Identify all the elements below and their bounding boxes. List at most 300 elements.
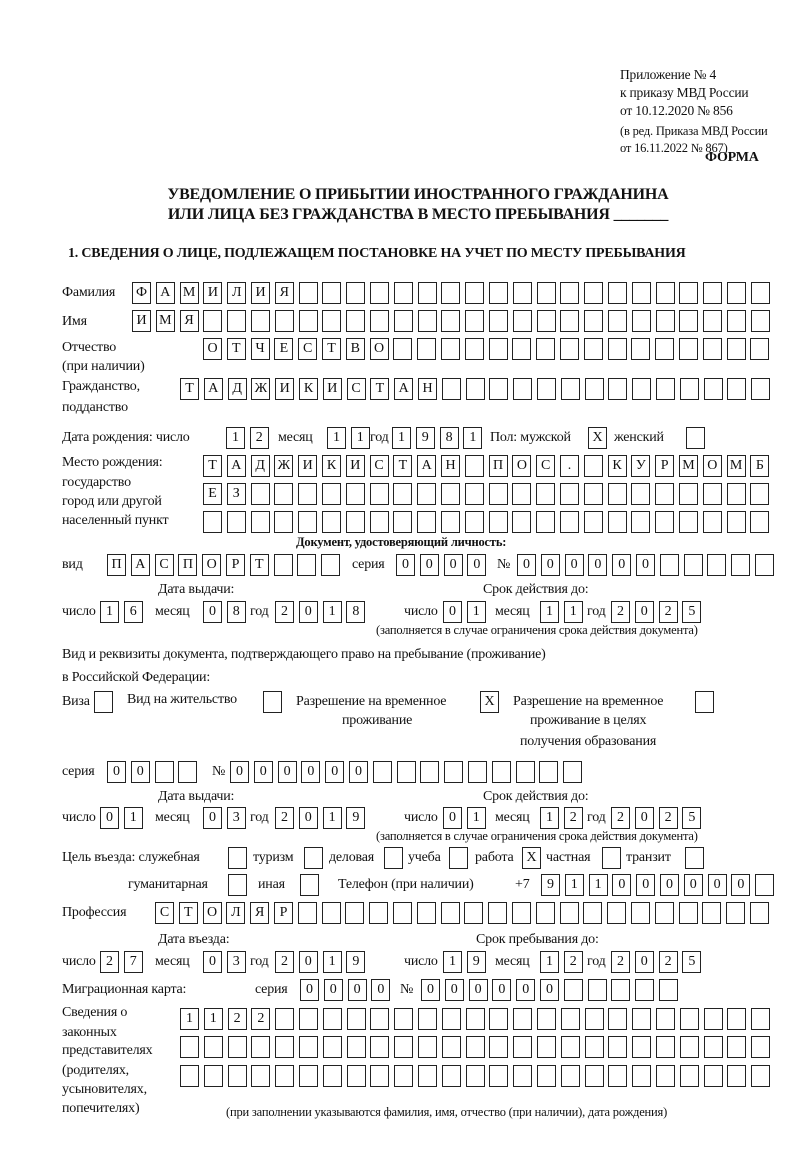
surname-cell[interactable]: [322, 282, 341, 304]
stay-number-cell[interactable]: 0: [325, 761, 344, 783]
surname-cell[interactable]: [441, 282, 460, 304]
name-cell[interactable]: [418, 310, 437, 332]
p-humanitarian-checkbox[interactable]: [228, 874, 247, 896]
surname-cell[interactable]: А: [156, 282, 175, 304]
id-kind-cell[interactable]: [274, 554, 293, 576]
id-number-cell[interactable]: 0: [517, 554, 536, 576]
reps-3-cell[interactable]: [394, 1065, 413, 1087]
profession-cell[interactable]: [298, 902, 317, 924]
citizenship-cell[interactable]: С: [347, 378, 366, 400]
reps-1-cell[interactable]: [489, 1008, 508, 1030]
surname-cell[interactable]: [537, 282, 556, 304]
stay-series-cell[interactable]: 0: [131, 761, 150, 783]
birth-place-1-cell[interactable]: Ж: [274, 455, 293, 477]
id-number-cell[interactable]: 0: [541, 554, 560, 576]
temp-edu-checkbox[interactable]: [695, 691, 714, 713]
profession-cell[interactable]: Я: [250, 902, 269, 924]
birth-place-3-cell[interactable]: [560, 511, 579, 533]
birth-place-1-cell[interactable]: М: [727, 455, 746, 477]
reps-3-cell[interactable]: [299, 1065, 318, 1087]
reps-2-cell[interactable]: [228, 1036, 247, 1058]
id-issue-month-cell[interactable]: 0: [203, 601, 222, 623]
reps-3-cell[interactable]: [275, 1065, 294, 1087]
reps-3-cell[interactable]: [466, 1065, 485, 1087]
patronymic-cell[interactable]: [560, 338, 579, 360]
reps-3-cell[interactable]: [537, 1065, 556, 1087]
phone-cell[interactable]: 0: [684, 874, 703, 896]
phone-cell[interactable]: 0: [708, 874, 727, 896]
mc-number-cell[interactable]: 0: [540, 979, 559, 1001]
stay-issue-month-cell[interactable]: 3: [227, 807, 246, 829]
reps-1-cell[interactable]: [608, 1008, 627, 1030]
until-day-cell[interactable]: 9: [467, 951, 486, 973]
patronymic-cell[interactable]: [584, 338, 603, 360]
patronymic-cell[interactable]: О: [370, 338, 389, 360]
name-cell[interactable]: [560, 310, 579, 332]
birth-place-2-cell[interactable]: [679, 483, 698, 505]
reps-3-cell[interactable]: [656, 1065, 675, 1087]
stay-issue-day-cell[interactable]: 0: [100, 807, 119, 829]
patronymic-cell[interactable]: [441, 338, 460, 360]
birth-place-1-cell[interactable]: Н: [441, 455, 460, 477]
reps-1-cell[interactable]: [656, 1008, 675, 1030]
surname-cell[interactable]: [703, 282, 722, 304]
id-issue-year-cell[interactable]: 1: [323, 601, 342, 623]
birth-place-2-cell[interactable]: [750, 483, 769, 505]
id-kind-cell[interactable]: П: [178, 554, 197, 576]
reps-1-cell[interactable]: [418, 1008, 437, 1030]
mc-number-cell[interactable]: [659, 979, 678, 1001]
citizenship-cell[interactable]: Н: [418, 378, 437, 400]
birth-place-1-cell[interactable]: И: [346, 455, 365, 477]
id-valid-year-cell[interactable]: 5: [682, 601, 701, 623]
profession-cell[interactable]: [679, 902, 698, 924]
until-month-cell[interactable]: 2: [564, 951, 583, 973]
name-cell[interactable]: [370, 310, 389, 332]
birth-place-1-cell[interactable]: А: [227, 455, 246, 477]
entry-month-cell[interactable]: 3: [227, 951, 246, 973]
reps-1-cell[interactable]: [347, 1008, 366, 1030]
birth-month-cell[interactable]: 1: [327, 427, 346, 449]
birth-place-3-cell[interactable]: [274, 511, 293, 533]
reps-1-cell[interactable]: [370, 1008, 389, 1030]
birth-place-1-cell[interactable]: Р: [655, 455, 674, 477]
surname-cell[interactable]: И: [251, 282, 270, 304]
p-transit-checkbox[interactable]: [685, 847, 704, 869]
birth-day-cell[interactable]: 1: [226, 427, 245, 449]
p-service-checkbox[interactable]: [228, 847, 247, 869]
id-number-cell[interactable]: 0: [636, 554, 655, 576]
profession-cell[interactable]: [607, 902, 626, 924]
patronymic-cell[interactable]: [679, 338, 698, 360]
id-valid-day-cell[interactable]: 1: [467, 601, 486, 623]
temp-residence-checkbox[interactable]: X: [480, 691, 499, 713]
mc-series-cell[interactable]: 0: [371, 979, 390, 1001]
entry-day-cell[interactable]: 2: [100, 951, 119, 973]
reps-3-cell[interactable]: [680, 1065, 699, 1087]
birth-place-3-cell[interactable]: [655, 511, 674, 533]
surname-cell[interactable]: [632, 282, 651, 304]
reps-1-cell[interactable]: [466, 1008, 485, 1030]
birth-place-1-cell[interactable]: С: [370, 455, 389, 477]
stay-issue-year-cell[interactable]: 0: [299, 807, 318, 829]
stay-number-cell[interactable]: 0: [349, 761, 368, 783]
birth-place-2-cell[interactable]: [512, 483, 531, 505]
reps-2-cell[interactable]: [632, 1036, 651, 1058]
birth-day-cell[interactable]: 2: [250, 427, 269, 449]
name-cell[interactable]: [465, 310, 484, 332]
birth-year-cell[interactable]: 1: [392, 427, 411, 449]
mc-number-cell[interactable]: [564, 979, 583, 1001]
birth-place-2-cell[interactable]: [346, 483, 365, 505]
profession-cell[interactable]: [488, 902, 507, 924]
citizenship-cell[interactable]: И: [323, 378, 342, 400]
phone-cell[interactable]: 9: [541, 874, 560, 896]
p-business-checkbox[interactable]: [384, 847, 403, 869]
birth-place-3-cell[interactable]: [631, 511, 650, 533]
profession-cell[interactable]: [655, 902, 674, 924]
citizenship-cell[interactable]: К: [299, 378, 318, 400]
id-valid-day-cell[interactable]: 0: [443, 601, 462, 623]
phone-cell[interactable]: 1: [589, 874, 608, 896]
p-tourism-checkbox[interactable]: [304, 847, 323, 869]
citizenship-cell[interactable]: А: [204, 378, 223, 400]
surname-cell[interactable]: [608, 282, 627, 304]
citizenship-cell[interactable]: [489, 378, 508, 400]
name-cell[interactable]: [489, 310, 508, 332]
birth-place-3-cell[interactable]: [441, 511, 460, 533]
stay-number-cell[interactable]: [492, 761, 511, 783]
patronymic-cell[interactable]: [727, 338, 746, 360]
id-valid-year-cell[interactable]: 2: [611, 601, 630, 623]
name-cell[interactable]: [727, 310, 746, 332]
reps-2-cell[interactable]: [513, 1036, 532, 1058]
reps-3-cell[interactable]: [513, 1065, 532, 1087]
surname-cell[interactable]: Л: [227, 282, 246, 304]
birth-place-1-cell[interactable]: Б: [750, 455, 769, 477]
birth-place-2-cell[interactable]: [655, 483, 674, 505]
reps-2-cell[interactable]: [680, 1036, 699, 1058]
birth-place-1-cell[interactable]: К: [322, 455, 341, 477]
stay-valid-year-cell[interactable]: 5: [682, 807, 701, 829]
name-cell[interactable]: [632, 310, 651, 332]
patronymic-cell[interactable]: [465, 338, 484, 360]
profession-cell[interactable]: [464, 902, 483, 924]
mc-series-cell[interactable]: 0: [348, 979, 367, 1001]
birth-month-cell[interactable]: 1: [351, 427, 370, 449]
surname-cell[interactable]: И: [203, 282, 222, 304]
birth-place-2-cell[interactable]: [608, 483, 627, 505]
stay-series-cell[interactable]: 0: [107, 761, 126, 783]
birth-place-1-cell[interactable]: [465, 455, 484, 477]
birth-place-1-cell[interactable]: П: [489, 455, 508, 477]
birth-place-3-cell[interactable]: [346, 511, 365, 533]
birth-place-1-cell[interactable]: [584, 455, 603, 477]
name-cell[interactable]: [513, 310, 532, 332]
id-kind-cell[interactable]: О: [202, 554, 221, 576]
until-year-cell[interactable]: 2: [611, 951, 630, 973]
reps-1-cell[interactable]: 2: [228, 1008, 247, 1030]
stay-number-cell[interactable]: 0: [278, 761, 297, 783]
reps-2-cell[interactable]: [751, 1036, 770, 1058]
name-cell[interactable]: [584, 310, 603, 332]
citizenship-cell[interactable]: [656, 378, 675, 400]
sex-female-checkbox[interactable]: [686, 427, 705, 449]
birth-place-3-cell[interactable]: [417, 511, 436, 533]
id-number-cell[interactable]: [707, 554, 726, 576]
patronymic-cell[interactable]: О: [203, 338, 222, 360]
patronymic-cell[interactable]: В: [346, 338, 365, 360]
reps-3-cell[interactable]: [727, 1065, 746, 1087]
profession-cell[interactable]: С: [155, 902, 174, 924]
birth-place-1-cell[interactable]: К: [608, 455, 627, 477]
reps-2-cell[interactable]: [656, 1036, 675, 1058]
citizenship-cell[interactable]: [585, 378, 604, 400]
entry-day-cell[interactable]: 7: [124, 951, 143, 973]
name-cell[interactable]: [227, 310, 246, 332]
birth-place-1-cell[interactable]: С: [536, 455, 555, 477]
id-kind-cell[interactable]: П: [107, 554, 126, 576]
reps-2-cell[interactable]: [299, 1036, 318, 1058]
id-valid-year-cell[interactable]: 2: [659, 601, 678, 623]
reps-2-cell[interactable]: [347, 1036, 366, 1058]
birth-place-3-cell[interactable]: [536, 511, 555, 533]
p-work-checkbox[interactable]: X: [522, 847, 541, 869]
reps-3-cell[interactable]: [608, 1065, 627, 1087]
citizenship-cell[interactable]: [608, 378, 627, 400]
id-issue-month-cell[interactable]: 8: [227, 601, 246, 623]
name-cell[interactable]: [656, 310, 675, 332]
entry-year-cell[interactable]: 0: [299, 951, 318, 973]
birth-place-2-cell[interactable]: [322, 483, 341, 505]
profession-cell[interactable]: О: [203, 902, 222, 924]
id-valid-year-cell[interactable]: 0: [635, 601, 654, 623]
citizenship-cell[interactable]: [727, 378, 746, 400]
surname-cell[interactable]: М: [180, 282, 199, 304]
profession-cell[interactable]: [369, 902, 388, 924]
citizenship-cell[interactable]: Д: [228, 378, 247, 400]
sex-male-checkbox[interactable]: X: [588, 427, 607, 449]
citizenship-cell[interactable]: [632, 378, 651, 400]
profession-cell[interactable]: [512, 902, 531, 924]
p-study-checkbox[interactable]: [449, 847, 468, 869]
birth-place-2-cell[interactable]: [536, 483, 555, 505]
birth-place-2-cell[interactable]: [465, 483, 484, 505]
birth-place-2-cell[interactable]: [274, 483, 293, 505]
entry-year-cell[interactable]: 1: [323, 951, 342, 973]
birth-place-2-cell[interactable]: Е: [203, 483, 222, 505]
mc-series-cell[interactable]: 0: [324, 979, 343, 1001]
birth-year-cell[interactable]: 9: [416, 427, 435, 449]
reps-1-cell[interactable]: [394, 1008, 413, 1030]
reps-1-cell[interactable]: [727, 1008, 746, 1030]
reps-2-cell[interactable]: [442, 1036, 461, 1058]
profession-cell[interactable]: [322, 902, 341, 924]
reps-1-cell[interactable]: [680, 1008, 699, 1030]
stay-number-cell[interactable]: [373, 761, 392, 783]
birth-place-1-cell[interactable]: Т: [393, 455, 412, 477]
reps-3-cell[interactable]: [561, 1065, 580, 1087]
residence-permit-checkbox[interactable]: [263, 691, 282, 713]
name-cell[interactable]: [346, 310, 365, 332]
birth-place-2-cell[interactable]: [441, 483, 460, 505]
citizenship-cell[interactable]: [513, 378, 532, 400]
reps-2-cell[interactable]: [727, 1036, 746, 1058]
name-cell[interactable]: [203, 310, 222, 332]
birth-place-2-cell[interactable]: [631, 483, 650, 505]
birth-place-3-cell[interactable]: [727, 511, 746, 533]
reps-2-cell[interactable]: [251, 1036, 270, 1058]
birth-place-1-cell[interactable]: Т: [203, 455, 222, 477]
profession-cell[interactable]: [750, 902, 769, 924]
name-cell[interactable]: [679, 310, 698, 332]
id-valid-month-cell[interactable]: 1: [564, 601, 583, 623]
until-year-cell[interactable]: 2: [659, 951, 678, 973]
reps-3-cell[interactable]: [585, 1065, 604, 1087]
name-cell[interactable]: [322, 310, 341, 332]
citizenship-cell[interactable]: [561, 378, 580, 400]
mc-series-cell[interactable]: 0: [300, 979, 319, 1001]
profession-cell[interactable]: [702, 902, 721, 924]
birth-place-3-cell[interactable]: [393, 511, 412, 533]
profession-cell[interactable]: Т: [179, 902, 198, 924]
patronymic-cell[interactable]: [489, 338, 508, 360]
stay-number-cell[interactable]: [563, 761, 582, 783]
phone-cell[interactable]: 0: [612, 874, 631, 896]
reps-1-cell[interactable]: 1: [204, 1008, 223, 1030]
patronymic-cell[interactable]: [631, 338, 650, 360]
birth-place-2-cell[interactable]: [584, 483, 603, 505]
p-other-checkbox[interactable]: [300, 874, 319, 896]
stay-number-cell[interactable]: [468, 761, 487, 783]
profession-cell[interactable]: Л: [226, 902, 245, 924]
birth-place-1-cell[interactable]: .: [560, 455, 579, 477]
reps-1-cell[interactable]: [299, 1008, 318, 1030]
reps-2-cell[interactable]: [323, 1036, 342, 1058]
reps-1-cell[interactable]: [632, 1008, 651, 1030]
name-cell[interactable]: [441, 310, 460, 332]
name-cell[interactable]: [608, 310, 627, 332]
name-cell[interactable]: [751, 310, 770, 332]
reps-2-cell[interactable]: [585, 1036, 604, 1058]
citizenship-cell[interactable]: [442, 378, 461, 400]
birth-place-3-cell[interactable]: [750, 511, 769, 533]
stay-valid-day-cell[interactable]: 1: [467, 807, 486, 829]
p-private-checkbox[interactable]: [602, 847, 621, 869]
citizenship-cell[interactable]: Т: [180, 378, 199, 400]
reps-1-cell[interactable]: [561, 1008, 580, 1030]
mc-number-cell[interactable]: [635, 979, 654, 1001]
reps-2-cell[interactable]: [537, 1036, 556, 1058]
citizenship-cell[interactable]: [751, 378, 770, 400]
id-issue-day-cell[interactable]: 1: [100, 601, 119, 623]
id-number-cell[interactable]: [660, 554, 679, 576]
birth-place-2-cell[interactable]: [370, 483, 389, 505]
reps-1-cell[interactable]: 1: [180, 1008, 199, 1030]
birth-place-2-cell[interactable]: [298, 483, 317, 505]
stay-issue-year-cell[interactable]: 1: [323, 807, 342, 829]
name-cell[interactable]: [251, 310, 270, 332]
patronymic-cell[interactable]: [536, 338, 555, 360]
stay-valid-day-cell[interactable]: 0: [443, 807, 462, 829]
birth-place-1-cell[interactable]: М: [679, 455, 698, 477]
surname-cell[interactable]: [751, 282, 770, 304]
reps-2-cell[interactable]: [370, 1036, 389, 1058]
birth-place-3-cell[interactable]: [584, 511, 603, 533]
surname-cell[interactable]: [727, 282, 746, 304]
stay-valid-month-cell[interactable]: 2: [564, 807, 583, 829]
birth-place-2-cell[interactable]: [703, 483, 722, 505]
reps-2-cell[interactable]: [561, 1036, 580, 1058]
birth-place-1-cell[interactable]: Д: [251, 455, 270, 477]
name-cell[interactable]: [394, 310, 413, 332]
profession-cell[interactable]: [536, 902, 555, 924]
profession-cell[interactable]: [631, 902, 650, 924]
stay-valid-month-cell[interactable]: 1: [540, 807, 559, 829]
birth-place-3-cell[interactable]: [227, 511, 246, 533]
birth-place-3-cell[interactable]: [703, 511, 722, 533]
until-year-cell[interactable]: 5: [682, 951, 701, 973]
stay-valid-year-cell[interactable]: 2: [659, 807, 678, 829]
stay-issue-day-cell[interactable]: 1: [124, 807, 143, 829]
reps-1-cell[interactable]: [275, 1008, 294, 1030]
entry-month-cell[interactable]: 0: [203, 951, 222, 973]
name-cell[interactable]: [537, 310, 556, 332]
patronymic-cell[interactable]: Е: [274, 338, 293, 360]
patronymic-cell[interactable]: Т: [322, 338, 341, 360]
surname-cell[interactable]: [584, 282, 603, 304]
mc-number-cell[interactable]: 0: [516, 979, 535, 1001]
mc-number-cell[interactable]: 0: [445, 979, 464, 1001]
id-series-cell[interactable]: 0: [420, 554, 439, 576]
patronymic-cell[interactable]: С: [298, 338, 317, 360]
id-valid-month-cell[interactable]: 1: [540, 601, 559, 623]
id-number-cell[interactable]: 0: [588, 554, 607, 576]
surname-cell[interactable]: [346, 282, 365, 304]
surname-cell[interactable]: [489, 282, 508, 304]
birth-place-2-cell[interactable]: [489, 483, 508, 505]
citizenship-cell[interactable]: И: [275, 378, 294, 400]
birth-place-1-cell[interactable]: А: [417, 455, 436, 477]
reps-1-cell[interactable]: [751, 1008, 770, 1030]
patronymic-cell[interactable]: Т: [227, 338, 246, 360]
stay-number-cell[interactable]: [397, 761, 416, 783]
surname-cell[interactable]: Ф: [132, 282, 151, 304]
stay-number-cell[interactable]: [444, 761, 463, 783]
birth-place-1-cell[interactable]: О: [512, 455, 531, 477]
reps-3-cell[interactable]: [251, 1065, 270, 1087]
citizenship-cell[interactable]: [466, 378, 485, 400]
id-issue-day-cell[interactable]: 6: [124, 601, 143, 623]
mc-number-cell[interactable]: [611, 979, 630, 1001]
birth-place-3-cell[interactable]: [298, 511, 317, 533]
phone-cell[interactable]: [755, 874, 774, 896]
phone-cell[interactable]: 0: [731, 874, 750, 896]
id-number-cell[interactable]: [731, 554, 750, 576]
reps-3-cell[interactable]: [347, 1065, 366, 1087]
reps-3-cell[interactable]: [204, 1065, 223, 1087]
id-issue-year-cell[interactable]: 8: [346, 601, 365, 623]
id-kind-cell[interactable]: С: [155, 554, 174, 576]
name-cell[interactable]: Я: [180, 310, 199, 332]
stay-series-cell[interactable]: [178, 761, 197, 783]
until-day-cell[interactable]: 1: [443, 951, 462, 973]
reps-3-cell[interactable]: [180, 1065, 199, 1087]
birth-place-1-cell[interactable]: И: [298, 455, 317, 477]
birth-place-3-cell[interactable]: [251, 511, 270, 533]
birth-place-2-cell[interactable]: [393, 483, 412, 505]
id-series-cell[interactable]: 0: [467, 554, 486, 576]
